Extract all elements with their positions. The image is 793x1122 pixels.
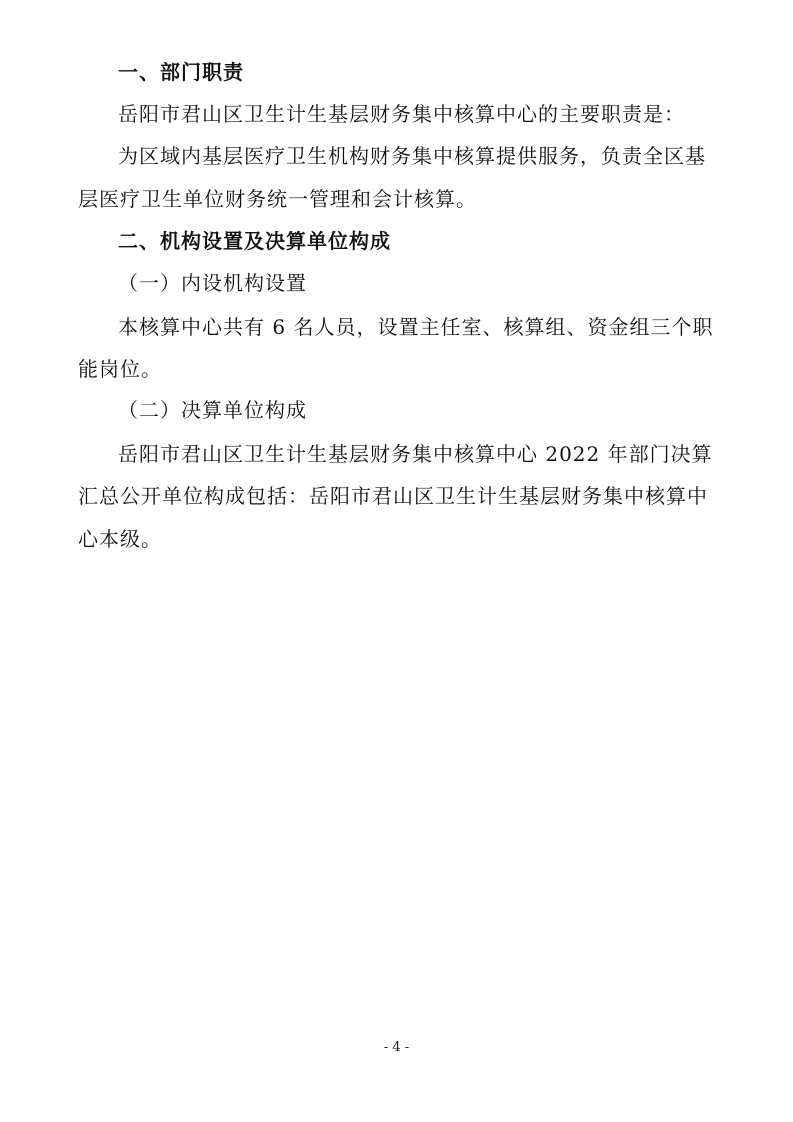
section2-sub2-line2: 汇总公开单位构成包括：岳阳市君山区卫生计生基层财务集中核算中	[78, 484, 708, 508]
section1-duty-line2: 层医疗卫生单位财务统一管理和会计核算。	[78, 187, 477, 211]
page-number: - 4 -	[383, 1040, 410, 1055]
section2-sub2-line3: 心本级。	[78, 527, 162, 551]
section1-intro: 岳阳市君山区卫生计生基层财务集中核算中心的主要职责是：	[118, 102, 685, 126]
section2-sub1-line1: 本核算中心共有 6 名人员，设置主任室、核算组、资金组三个职	[118, 315, 714, 339]
section2-sub1-line2: 能岗位。	[78, 357, 162, 381]
section2-heading: 二、机构设置及决算单位构成	[118, 229, 391, 253]
section1-duty-line1: 为区域内基层医疗卫生机构财务集中核算提供服务，负责全区基	[118, 144, 706, 168]
section2-sub2-title: （二）决算单位构成	[118, 398, 307, 422]
section2-sub1-title: （一）内设机构设置	[118, 271, 307, 295]
section2-sub2-line1: 岳阳市君山区卫生计生基层财务集中核算中心 2022 年部门决算	[118, 442, 713, 466]
section1-heading: 一、部门职责	[118, 60, 244, 84]
